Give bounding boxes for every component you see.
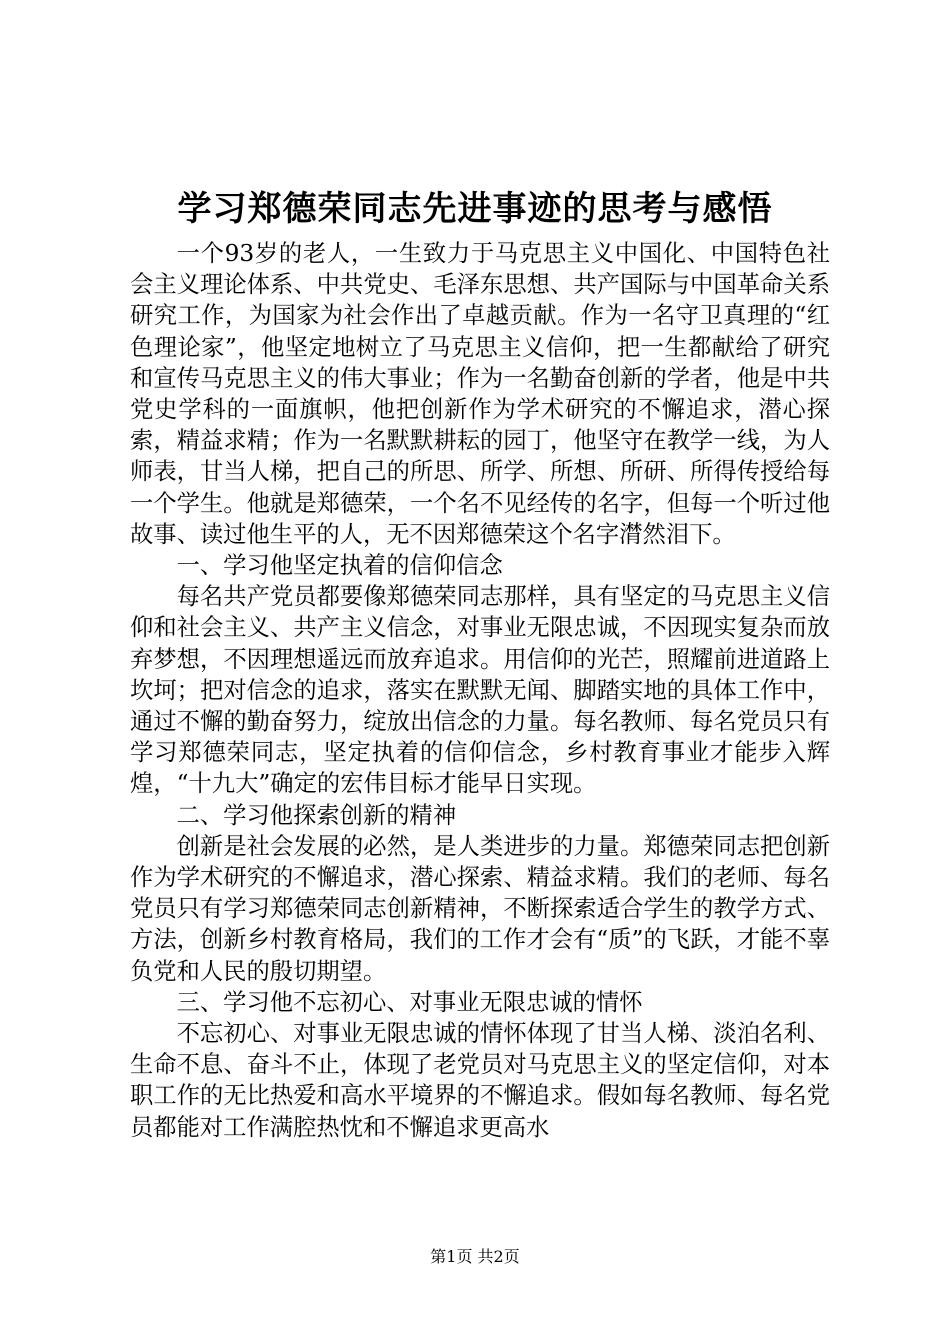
- body-paragraph: 创新是社会发展的必然，是人类进步的力量。郑德荣同志把创新作为学术研究的不懈追求，潜心探索、精益求精。我们的老师、每名党员只有学习郑德荣同志创新精神，不断探索适合学生的教学方式、方法，创新乡村教育格局，我们的工作才会有“质”的飞跃，才能不辜负党和人民的殷切期望。: [130, 832, 830, 985]
- document-title: 学习郑德荣同志先进事迹的思考与感悟: [177, 189, 773, 229]
- body-paragraph: 每名共产党员都要像郑德荣同志那样，具有坚定的马克思主义信仰和社会主义、共产主义信念，对事业无限忠诚，不因现实复杂而放弃梦想，不因理想遥远而放弃追求。用信仰的光芒，照耀前进道路上坎坷；把对信念的追求，落实在默默无闻、脚踏实地的具体工作中，通过不懈的勤奋努力，绽放出信念的力量。每名教师、每名党员只有学习郑德荣同志，坚定执着的信仰信念，乡村教育事业才能步入辉煌，“十九大”确定的宏伟目标才能早日实现。: [130, 583, 830, 798]
- section-heading: 三、学习他不忘初心、对事业无限忠诚的情怀: [176, 988, 643, 1016]
- section-heading: 二、学习他探索创新的精神: [176, 801, 457, 829]
- document-body: [130, 238, 830, 1143]
- body-paragraph: 一个93岁的老人，一生致力于马克思主义中国化、中国特色社会主义理论体系、中共党史、毛泽东思想、共产国际与中国革命关系研究工作，为国家为社会作出了卓越贡献。作为一名守卫真理的“红色理论家”，他坚定地树立了马克思主义信仰，把一生都献给了研究和宣传马克思主义的伟大事业；作为一名勤奋创新的学者，他是中共党史学科的一面旗帜，他把创新作为学术研究的不懈追求，潜心探索，精益求精；作为一名默默耕耘的园丁，他坚守在教学一线，为人师表，甘当人梯，把自己的所思、所学、所想、所研、所得传授给每一个学生。他就是郑德荣，一个名不见经传的名字，但每一个听过他故事、读过他生平的人，无不因郑德荣这个名字潸然泪下。: [130, 240, 830, 548]
- page-footer: 第1页 共2页: [430, 1247, 520, 1266]
- body-paragraph: 不忘初心、对事业无限忠诚的情怀体现了甘当人梯、淡泊名利、生命不息、奋斗不止，体现了老党员对马克思主义的坚定信仰，对本职工作的无比热爱和高水平境界的不懈追求。假如每名教师、每名党员都能对工作满腔热忱和不懈追求更高水: [130, 1020, 830, 1141]
- section-heading: 一、学习他坚定执着的信仰信念: [176, 552, 503, 580]
